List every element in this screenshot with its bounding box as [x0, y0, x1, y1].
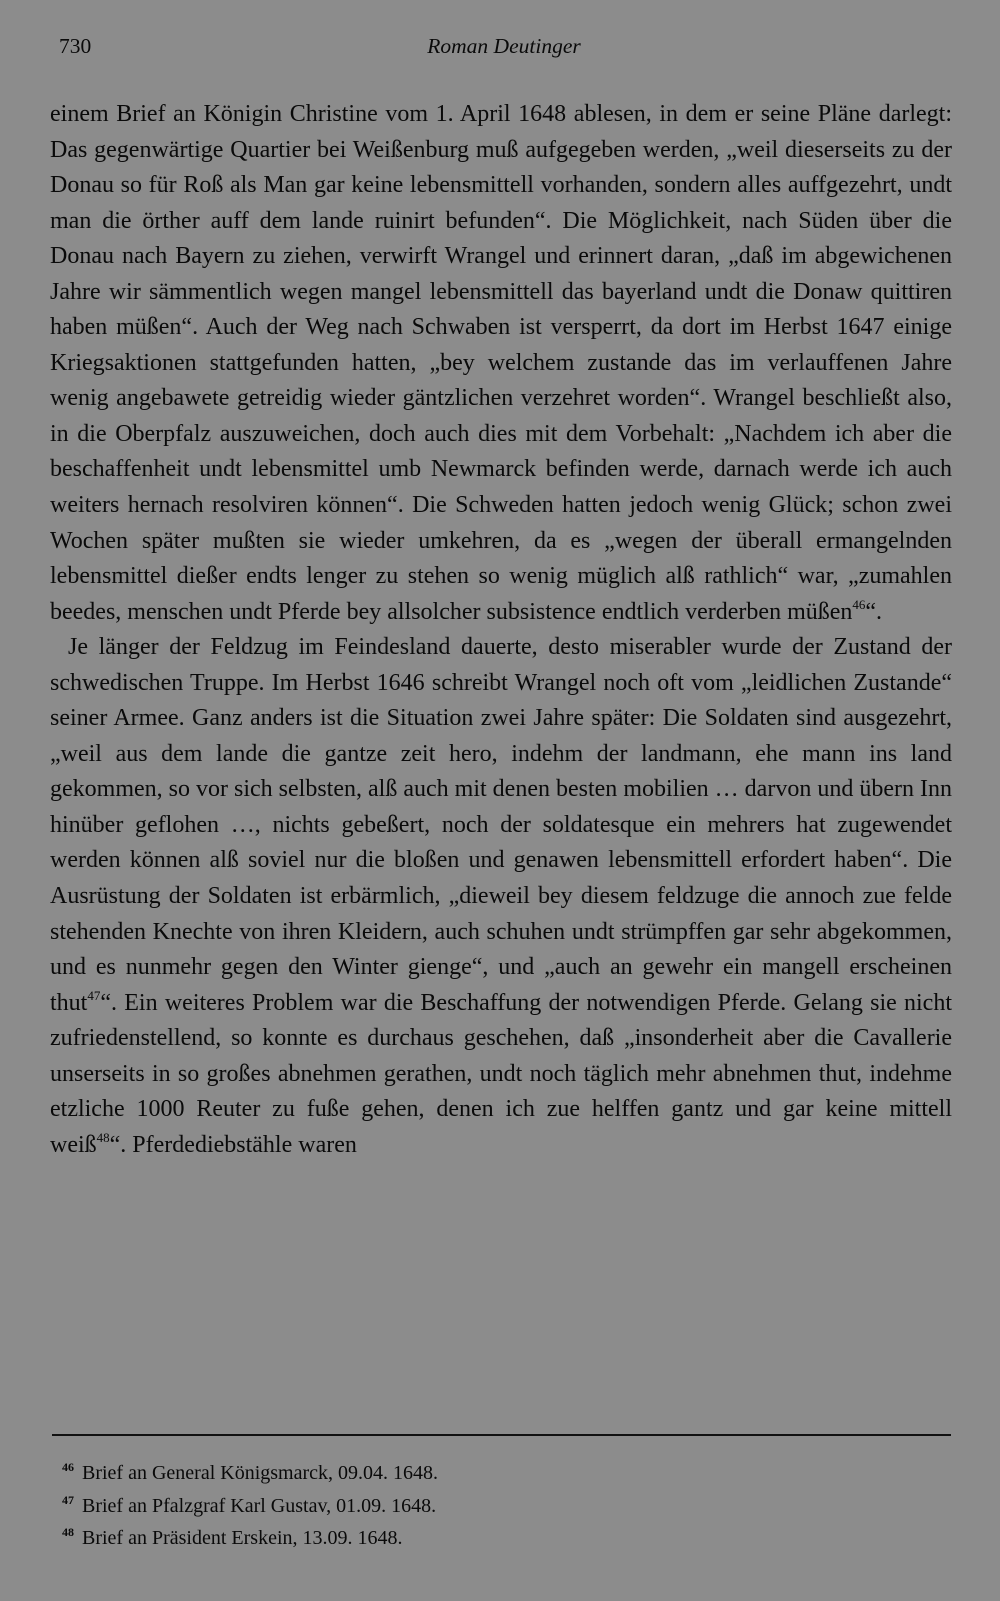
footnote-mark: 48 [62, 1525, 74, 1539]
paragraph-2-text-b: “. Ein weiteres Problem war die Beschaffung der notwendigen Pferde. Gelang sie nicht zufriedenstellend, so konnte es durchaus geschehen, daß „insonderheit aber die Cavallerie unserseits in so großes abnehmen gerathen, undt noch täglich mehr abnehmen thut, indehme etzliche 1000 Reuter zu fuße gehen, denen ich zue helffen gantz und gar keine mittell weiß [50, 989, 952, 1158]
paragraph-2-text-a: Je länger der Feldzug im Feindesland dauerte, desto miserabler wurde der Zustand der schwedischen Truppe. Im Herbst 1646 schreibt Wrangel noch oft vom „leidlichen Zustande“ seiner Armee. Ganz anders ist die Situation zwei Jahre später: Die Soldaten sind ausgezehrt, „weil aus dem lande die gantze zeit hero, indehm der landmann, ehe mann ins land gekommen, so vor sich selbsten, alß auch mit denen besten mobilien … darvon und übern Inn hinüber geflohen …, nichts gebeßert, noch der soldatesque ein mehrers hat zugewendet werden können alß soviel nur die bloßen und genawen lebensmittell erfordert haben“. Die Ausrüstung der Soldaten ist erbärmlich, „dieweil bey diesem feldzuge die annoch zue felde stehenden Knechte von ihren Kleidern, auch schuhen undt strümpffen gar sehr abgekommen, und es nunmehr gegen den Winter gienge“, und „auch an gewehr ein mangell erscheinen thut [50, 634, 952, 1016]
body-text [50, 97, 952, 1163]
footnote-divider [52, 1434, 951, 1436]
running-head: Roman Deutinger [427, 34, 581, 58]
paragraph-2-text-c: “. Pferdediebstähle waren [109, 1131, 357, 1158]
footnote-ref-46: 46 [852, 596, 866, 612]
footnote-text: Brief an Präsident Erskein, 13.09. 1648. [82, 1527, 403, 1549]
footnote-46 [52, 1454, 951, 1487]
footnote-47 [52, 1487, 951, 1520]
footnote-mark: 46 [62, 1460, 74, 1474]
footnotes [52, 1454, 951, 1552]
footnote-mark: 47 [62, 1492, 74, 1507]
footnote-48 [52, 1519, 951, 1552]
paragraph-2 [50, 630, 952, 1163]
footnote-ref-48: 48 [96, 1129, 110, 1145]
paragraph-1-text-a: einem Brief an Königin Christine vom 1. April 1648 ablesen, in dem er seine Pläne darlegt: Das gegenwärtige Quartier bei Weißenburg muß aufgegeben werden, „weil dieserseits zu der Donau so für Roß als Man gar keine lebensmittell vorhanden, sondern alles auffgezehrt, undt man die örther auff dem lande ruinirt befunden“. Die Möglichkeit, nach Süden über die Donau nach Bayern zu ziehen, verwirft Wrangel und erinnert daran, „daß im abgewichenen Jahre wir sämmentlich wegen mangel lebensmittell das bayerland undt die Donaw quittiren haben müßen“. Auch der Weg nach Schwaben ist versperrt, da dort im Herbst 1647 einige Kriegsaktionen stattgefunden hatten, „bey welchem zustande das im verlauffenen Jahre wenig angebawete getreidig wieder gäntzlichen verzehret worden“. Wrangel beschließt also, in die Oberpfalz auszuweichen, doch auch dies mit dem Vorbehalt: „Nachdem ich aber die beschaffenheit undt lebensmittel umb Newmarck befinden werde, darnach werde ich auch weiters hernach resolviren können“. Die Schweden hatten jedoch wenig Glück; schon zwei Wochen später mußten sie wieder umkehren, da es „wegen der überall ermangelnden lebensmittel dießer endts lenger zu stehen so wenig müglich alß rathlich“ war, „zumahlen beedes, menschen undt Pferde bey allsolcher subsistence endtlich verderben müßen [50, 101, 952, 625]
paragraph-1-text-b: “. [865, 598, 883, 625]
page-number: 730 [59, 34, 92, 58]
footnote-text: Brief an General Königsmarck, 09.04. 1648. [82, 1462, 439, 1484]
paragraph-1 [50, 97, 952, 630]
footnote-text: Brief an Pfalzgraf Karl Gustav, 01.09. 1648. [82, 1494, 437, 1517]
footnote-ref-47: 47 [87, 987, 101, 1003]
page-header [59, 34, 949, 64]
